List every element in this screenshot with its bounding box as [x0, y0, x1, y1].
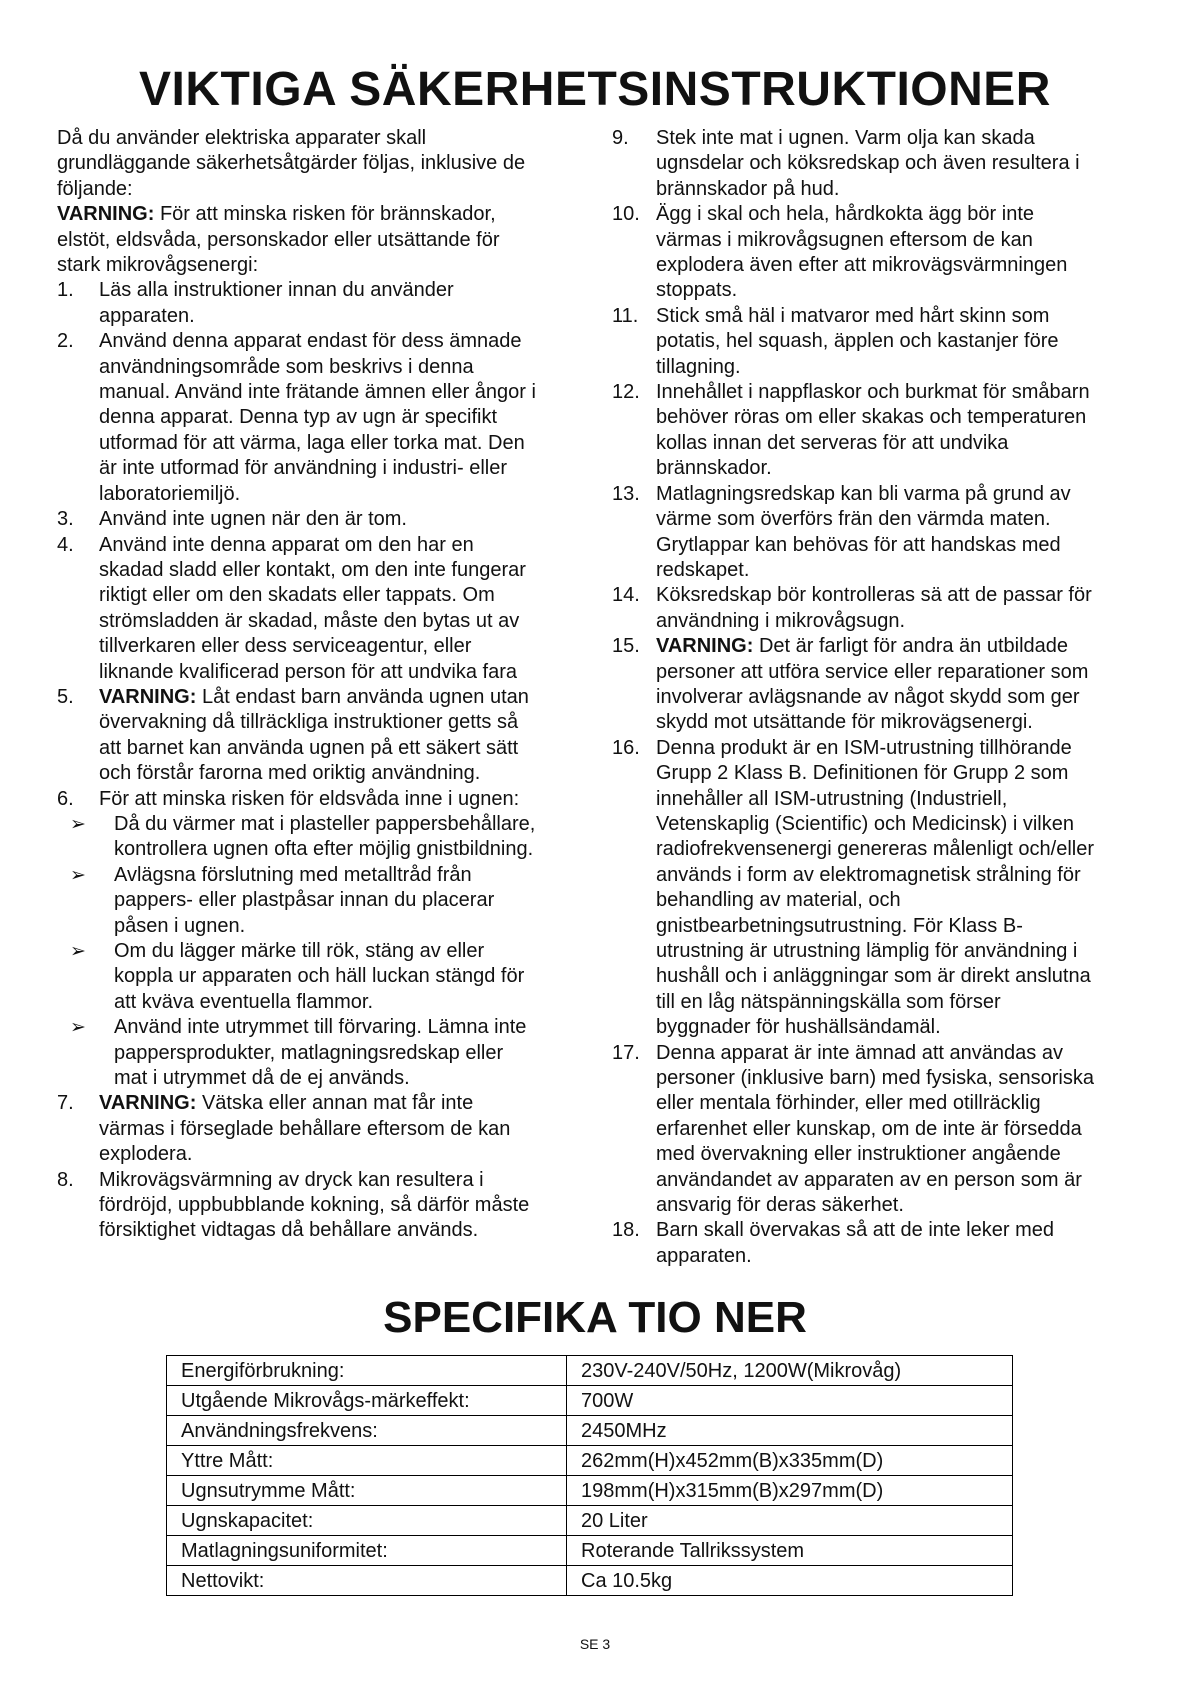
list-item [612, 304, 1142, 380]
item-number: 10. [612, 203, 640, 226]
spec-label: Matlagningsuniformitet: [167, 1536, 567, 1566]
item-line: att barnet kan använda ugnen på ett säkert sätt [99, 736, 519, 759]
spec-label: Energiförbrukning: [167, 1356, 567, 1386]
item-line: erfarenhet eller kunskap, om de inte är försedda [656, 1117, 1082, 1140]
item-line: behöver röras om eller skakas och temperaturen [656, 406, 1087, 429]
fire-safety-sublist [57, 812, 591, 1091]
spec-row [167, 1476, 1013, 1506]
item-line: radiofrekvensenergi genereras målenligt och/eller [656, 838, 1095, 861]
list-item [57, 1168, 591, 1244]
item-number: 18. [612, 1219, 640, 1242]
item-number: 4. [57, 533, 74, 556]
item-line: explodera. [99, 1143, 193, 1166]
item-line: Om du lägger märke till rök, stäng av eller [114, 940, 485, 962]
spec-row [167, 1356, 1013, 1386]
sub-list-item [57, 1015, 591, 1091]
item-line: Köksredskap bör kontrolleras sä att de passar för [656, 584, 1092, 607]
list-item [57, 685, 591, 787]
item-line: gnistbearbetningsutrustning. För Klass B- [656, 914, 1023, 937]
warning-label: VARNING: [99, 685, 197, 708]
item-line: utformad för att värma, laga eller torka mat. Den [99, 431, 525, 454]
item-line: liknande kvalificerad person för att undvika fara [99, 660, 518, 683]
sub-list-item [57, 812, 591, 863]
item-line: pappers- eller plastpåsar innan du placerar [114, 889, 495, 912]
warning-text: Det är farligt för andra än utbildade [753, 635, 1069, 658]
item-line: laboratoriemiljö. [99, 482, 241, 505]
spec-value: 198mm(H)x315mm(B)x297mm(D) [567, 1476, 1013, 1506]
item-line: explodera även efter att mikrovägsvärmningen [656, 254, 1068, 277]
spec-label: Ugnskapacitet: [167, 1506, 567, 1536]
item-number: 2. [57, 330, 74, 353]
specifications-title: SPECIFIKA TIO NER [383, 1293, 807, 1342]
spec-row [167, 1446, 1013, 1476]
item-line: manual. Använd inte frätande ämnen eller ångor i [99, 381, 536, 404]
list-item [57, 533, 591, 685]
item-line: personer att utföra service eller reparationer som [656, 660, 1089, 683]
item-line: användningsområde som beskrivs i denna [99, 355, 474, 378]
item-number: 13. [612, 482, 640, 505]
item-line: Matlagningsredskap kan bli varma på grund av [656, 482, 1071, 505]
item-line: användandet av apparaten av en person som är [656, 1168, 1082, 1191]
item-line: potatis, hel squash, äpplen och kastanjer före [656, 330, 1059, 353]
item-line: stoppats. [656, 279, 738, 302]
item-line: Stek inte mat i ugnen. Varm olja kan skada [656, 127, 1035, 149]
item-line: utrustning är utrustning lämplig för användning i [656, 940, 1078, 962]
arrow-bullet-icon: ➢ [70, 813, 86, 835]
instruction-list-left-continued [57, 1091, 591, 1243]
spec-row [167, 1416, 1013, 1446]
spec-label: Användningsfrekvens: [167, 1416, 567, 1446]
warning-label: VARNING: [656, 635, 754, 658]
arrow-bullet-icon: ➢ [70, 1017, 86, 1039]
item-line: Avlägsna förslutning med metalltråd från [114, 863, 472, 886]
spec-value: 20 Liter [567, 1506, 1013, 1536]
warning-label: VARNING: [99, 1092, 197, 1115]
item-line: och förstår farorna med oriktig användning. [99, 762, 481, 785]
intro-text [57, 126, 591, 278]
item-line: ansvarig för deras säkerhet. [656, 1194, 904, 1217]
item-line: Vetenskaplig (Scientific) och Medicinsk) i vilken [656, 812, 1074, 835]
item-number: 14. [612, 584, 640, 607]
spec-value: Ca 10.5kg [567, 1566, 1013, 1596]
item-number: 6. [57, 787, 74, 810]
item-line: Använd inte utrymmet till förvaring. Lämna inte [114, 1016, 527, 1039]
sub-list-item [57, 863, 591, 939]
arrow-bullet-icon: ➢ [70, 864, 86, 886]
item-number: 11. [612, 304, 639, 327]
item-line: användning i mikrovågsugn. [656, 609, 906, 632]
item-line: mat i utrymmet då de ej används. [114, 1067, 410, 1090]
spec-value: 262mm(H)x452mm(B)x335mm(D) [567, 1446, 1013, 1476]
item-line: apparaten. [99, 304, 195, 327]
item-line: Stick små häl i matvaror med hårt skinn som [656, 304, 1050, 327]
list-item [612, 736, 1142, 1041]
intro-warning-text: För att minska risken för brännskador, [154, 203, 496, 226]
item-line [99, 685, 591, 710]
item-line: kollas innan det serveras för att undvika [656, 431, 1009, 454]
item-line: Grupp 2 Klass B. Definitionen för Grupp 2 som [656, 762, 1069, 785]
spec-row [167, 1506, 1013, 1536]
item-line: Denna produkt är en ISM-utrustning tillhörande [656, 736, 1072, 759]
item-line: med övervakning eller instruktioner angående [656, 1143, 1061, 1166]
item-number: 16. [612, 736, 640, 759]
instruction-list-right [612, 126, 1142, 1269]
item-number: 3. [57, 508, 74, 531]
item-line: Ägg i skal och hela, hårdkokta ägg bör inte [656, 203, 1035, 226]
spec-value: 230V-240V/50Hz, 1200W(Mikrovåg) [567, 1356, 1013, 1386]
item-line: Grytlappar kan behövas för att handskas med [656, 533, 1061, 556]
list-item [57, 329, 591, 507]
item-line: Mikrovägsvärmning av dryck kan resultera i [99, 1168, 484, 1191]
list-item [612, 126, 1142, 202]
item-number: 9. [612, 127, 629, 149]
item-line: apparaten. [656, 1244, 752, 1267]
warning-text: Låt endast barn använda ugnen utan [196, 685, 529, 708]
item-line: personer (inklusive barn) med fysiska, sensoriska [656, 1067, 1094, 1090]
item-line: Använd inte ugnen när den är tom. [99, 508, 407, 531]
item-line: är inte utformad för användning i industri- eller [99, 457, 507, 480]
warning-label: VARNING: [57, 203, 155, 226]
item-line: pappersprodukter, matlagningsredskap eller [114, 1041, 504, 1064]
spec-label: Nettovikt: [167, 1566, 567, 1596]
item-line: Då du värmer mat i plasteller pappersbehållare, [114, 812, 536, 835]
intro-line: följande: [57, 177, 133, 200]
list-item [612, 1041, 1142, 1219]
spec-value: Roterande Tallrikssystem [567, 1536, 1013, 1566]
item-line: till en låg nätspänningskälla som förser [656, 990, 1001, 1013]
item-line [99, 1091, 591, 1116]
spec-value: 700W [567, 1386, 1013, 1416]
item-line: Denna apparat är inte ämnad att användas av [656, 1041, 1063, 1064]
page-title: VIKTIGA SÄKERHETSINSTRUKTIONER [139, 63, 1051, 116]
item-line: används i form av elektromagnetisk strålning för [656, 863, 1081, 886]
item-line [656, 634, 1142, 659]
spec-label: Yttre Mått: [167, 1446, 567, 1476]
item-line: Använd inte denna apparat om den har en [99, 533, 474, 556]
item-line: värme som överförs frän den värmda maten. [656, 508, 1051, 531]
list-item [612, 583, 1142, 634]
warning-text: Vätska eller annan mat får inte [196, 1092, 474, 1115]
item-line: värmas i mikrovågsugnen eftersom de kan [656, 228, 1033, 251]
item-line: Innehållet i nappflaskor och burkmat för småbarn [656, 381, 1090, 404]
item-line: involverar avlägsnande av något skydd som ger [656, 685, 1080, 708]
list-item [612, 634, 1142, 736]
item-line: att kväva eventuella flammor. [114, 990, 374, 1013]
list-item [57, 1091, 591, 1167]
item-line: För att minska risken för eldsvåda inne i ugnen: [99, 787, 520, 810]
item-line: övervakning då tillräckliga instruktioner getts så [99, 711, 519, 734]
item-number: 8. [57, 1168, 74, 1191]
spec-row [167, 1566, 1013, 1596]
spec-label: Ugnsutrymme Mått: [167, 1476, 567, 1506]
item-number: 15. [612, 635, 640, 658]
item-number: 12. [612, 381, 640, 404]
item-line: fördröjd, uppbubblande kokning, så därför måste [99, 1194, 530, 1217]
item-line: koppla ur apparaten och häll luckan stängd för [114, 965, 525, 988]
instruction-list-left [57, 278, 591, 812]
list-item [57, 278, 591, 329]
spec-value: 2450MHz [567, 1416, 1013, 1446]
right-column [612, 126, 1142, 1269]
item-line: kontrollera ugnen ofta efter möjlig gnistbildning. [114, 838, 534, 861]
intro-line: elstöt, eldsvåda, personskador eller utsättande för [57, 228, 500, 251]
item-line: påsen i ugnen. [114, 914, 246, 937]
spec-row [167, 1536, 1013, 1566]
item-line: försiktighet vidtagas då behållare används. [99, 1219, 479, 1242]
arrow-bullet-icon: ➢ [70, 941, 86, 962]
sub-list-item [57, 939, 591, 1015]
item-line: strömsladden är skadad, måste den bytas ut av [99, 609, 520, 632]
item-line: innehåller all ISM-utrustning (Industriell, [656, 787, 1008, 810]
list-item [612, 1218, 1142, 1269]
list-item [57, 787, 591, 812]
left-column [57, 126, 591, 1244]
item-number: 7. [57, 1092, 74, 1115]
item-line: hushåll och i anläggningar som är direkt anslutna [656, 965, 1091, 988]
item-line: behandling av material, och [656, 889, 901, 912]
intro-line: grundläggande säkerhetsåtgärder följas, inklusive de [57, 152, 526, 175]
item-line: brännskador. [656, 457, 772, 480]
spec-row [167, 1386, 1013, 1416]
item-line: värmas i förseglade behållare eftersom de kan [99, 1117, 511, 1140]
item-line: eller mentala förhinder, eller med otillräcklig [656, 1092, 1041, 1115]
item-line: skadad sladd eller kontakt, om den inte fungerar [99, 558, 526, 581]
specifications-table [166, 1355, 1013, 1596]
spec-label: Utgående Mikrovågs-märkeffekt: [167, 1386, 567, 1416]
item-line: Läs alla instruktioner innan du använder [99, 279, 454, 302]
item-number: 1. [57, 279, 74, 302]
item-line: byggnader för hushällsändamäl. [656, 1016, 941, 1039]
intro-warning-line [57, 202, 591, 227]
intro-line: Då du använder elektriska apparater skall [57, 127, 427, 149]
item-line: denna apparat. Denna typ av ugn är specifikt [99, 406, 498, 429]
item-line: Barn skall övervakas så att de inte leker med [656, 1219, 1054, 1242]
item-number: 5. [57, 685, 74, 708]
item-line: tillagning. [656, 355, 741, 378]
page-number: SE 3 [579, 1636, 611, 1652]
list-item [57, 507, 591, 532]
item-line: tillverkaren eller dess serviceagentur, eller [99, 635, 472, 658]
item-line: brännskador på hud. [656, 177, 840, 200]
list-item [612, 380, 1142, 482]
item-line: ugnsdelar och köksredskap och även resultera i [656, 152, 1080, 175]
list-item [612, 482, 1142, 584]
item-number: 17. [612, 1041, 640, 1064]
intro-line: stark mikrovågsenergi: [57, 254, 259, 277]
list-item [612, 202, 1142, 304]
item-line: Använd denna apparat endast för dess ämnade [99, 330, 522, 353]
item-line: redskapet. [656, 558, 750, 581]
item-line: riktigt eller om den skadats eller tappats. Om [99, 584, 495, 607]
item-line: skydd mot utsättande för mikrovägsenergi. [656, 711, 1033, 734]
